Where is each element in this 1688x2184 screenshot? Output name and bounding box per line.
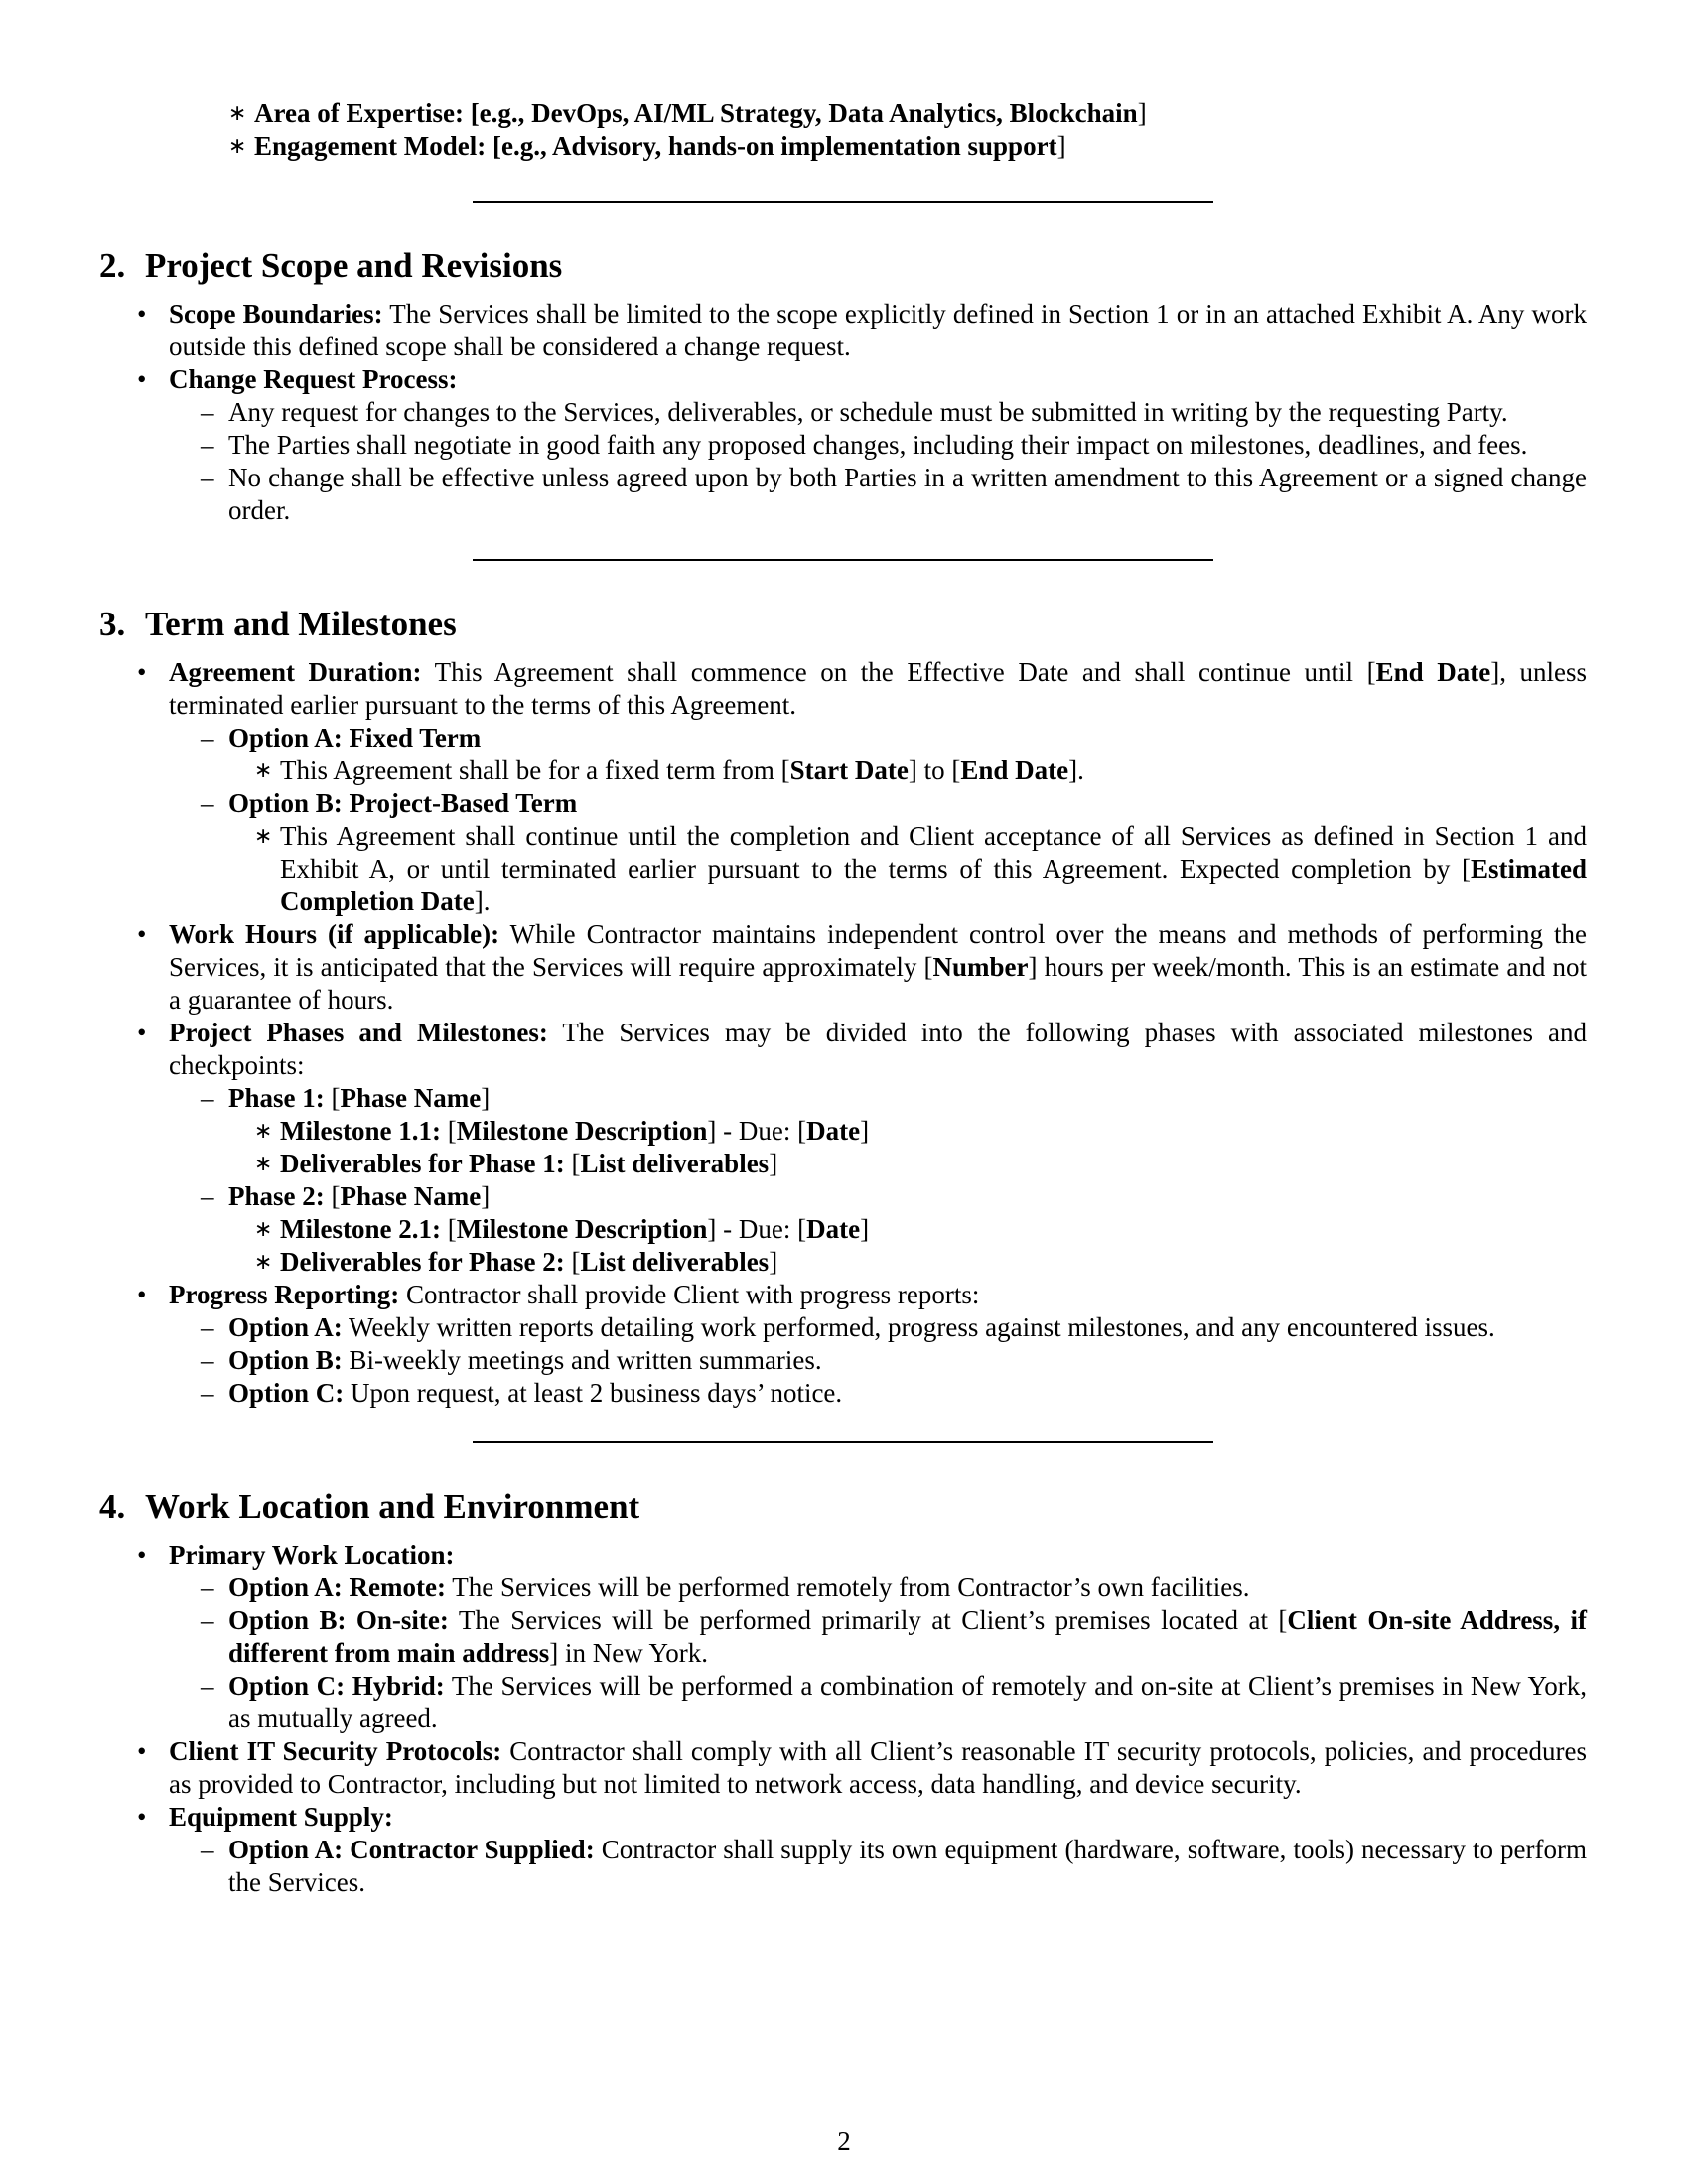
placeholder-field: Client On-site Address, if different from main address [228,1605,1587,1668]
list-item [99,1539,1587,1735]
list-item: – Any request for changes to the Services, deliverables, or schedule must be submitted in writing by the requesting Party. [169,396,1587,429]
item-text: The Services may be divided into the following phases with associated milestones and checkpoints: [169,1018,1587,1080]
item-text: , unless terminated earlier pursuant to the terms of this Agreement. [169,657,1588,720]
section-title: Project Scope and Revisions [145,246,563,285]
item-label: Option B: On-site: [228,1605,449,1635]
item-label: Option B: Project-Based Term [228,788,578,818]
list-item [169,787,1587,918]
item-label: Progress Reporting: [169,1280,400,1309]
placeholder-field: List deliverables [580,1247,770,1277]
list-item [169,1670,1587,1735]
placeholder-field: List deliverables [580,1149,770,1178]
list-item: – Option B: On-site: The Services will be performed primarily at Client’s premises located at [Client On-site Address, if different from main address] in New York. [169,1604,1587,1670]
list-item: – Phase 1: [Phase Name] ∗ Milestone 1.1: [Milestone Description] - Due: [Date] ∗ Deliverables for Phase 1: [List deliverables] [169,1082,1587,1180]
list-item [99,298,1587,363]
item-text: While Contractor maintains independent control over the means and methods of performing the Services, it is anticipated that the Services will require approximately [169,919,1587,982]
item-label: Area of Expertise: [e.g., DevOps, AI/ML Strategy, Data Analytics, Blockchain [254,98,1138,128]
list-item: ∗ This Agreement shall continue until the completion and Client acceptance of all Services as defined in Section 1 and Exhibit A, or until terminated earlier pursuant to the terms of this Agreement. Expected completion by [Estimated Completion Date]. [228,820,1587,918]
item-text: Bi-weekly meetings and written summaries. [342,1345,822,1375]
list-item [99,1017,1587,1279]
item-text: This Agreement shall commence on the Effective Date and shall continue until [421,657,1367,687]
option-b-details [228,820,1587,918]
change-request-list [169,396,1587,527]
expertise-list [203,97,1587,163]
list-item [169,722,1587,787]
item-text: Contractor shall comply with all Client’s reasonable IT security protocols, policies, and procedures as provided to Contractor, including but not limited to network access, data handling, and device security. [169,1736,1588,1799]
list-item: ∗ Milestone 2.1: [Milestone Description] - Due: [Date] [228,1213,1587,1246]
list-item: ∗ Area of Expertise: [e.g., DevOps, AI/ML Strategy, Data Analytics, Blockchain] [203,97,1587,130]
placeholder-field: Phase Name [340,1083,482,1113]
item-text: in New York. [558,1638,709,1668]
item-label: Phase 2: [228,1181,325,1211]
item-label: Milestone 2.1: [280,1214,441,1244]
section-number: 4. [99,1487,126,1526]
phase-1-details [228,1115,1587,1180]
term-list [99,656,1587,1410]
item-label: Option A: [228,1312,343,1342]
list-item [169,1834,1587,1899]
placeholder-field: Milestone Description [456,1116,708,1146]
placeholder-field: Milestone Description [456,1214,708,1244]
item-text: The Services shall be limited to the scope explicitly defined in Section 1 or in an attached Exhibit A. Any work outside this defined scope shall be considered a change request. [169,299,1588,361]
placeholder-field: Estimated Completion Date [280,854,1587,916]
placeholder-field: End Date [1375,657,1491,687]
section-number: 3. [99,605,126,643]
item-label: Option C: [228,1378,345,1408]
item-label: Milestone 1.1: [280,1116,441,1146]
item-text: . [483,887,491,916]
placeholder-field: Date [806,1116,861,1146]
item-text: . [1077,755,1084,785]
section-title: Work Location and Environment [145,1487,640,1526]
item-text: Weekly written reports detailing work performed, progress against milestones, and any encountered issues. [342,1312,1495,1342]
item-label: Client IT Security Protocols: [169,1736,502,1766]
item-text: Contractor shall provide Client with progress reports: [399,1280,980,1309]
item-label: Option A: Remote: [228,1572,446,1602]
item-text: - Due: [716,1214,798,1244]
item-label: Phase 1: [228,1083,325,1113]
item-text: The Services will be performed primarily at Client’s premises located at [448,1605,1279,1635]
item-label: Deliverables for Phase 1: [280,1149,565,1178]
item-label: Deliverables for Phase 2: [280,1247,565,1277]
item-label: Agreement Duration: [169,657,422,687]
equipment-options [169,1834,1587,1899]
list-item: ∗ Deliverables for Phase 2: [List deliverables] [228,1246,1587,1279]
section-heading [99,605,1587,644]
list-item: ∗ Engagement Model: [e.g., Advisory, hands-on implementation support] [203,130,1587,163]
section-number: 2. [99,246,126,285]
item-text: to [916,755,952,785]
list-item [169,1344,1587,1377]
section-heading [99,1487,1587,1527]
item-label: Scope Boundaries: [169,299,383,329]
progress-options [169,1311,1587,1410]
list-item: – Phase 2: [Phase Name] ∗ Milestone 2.1: [Milestone Description] - Due: [Date] ∗ Deliverables for Phase 2: [List deliverables] [169,1180,1587,1279]
list-item [169,1377,1587,1410]
item-label: Change Request Process: [169,364,458,394]
list-item [169,1311,1587,1344]
item-text: This Agreement shall be for a fixed term from [280,755,781,785]
placeholder-field: End Date [960,755,1069,785]
item-label: Work Hours (if applicable): [169,919,500,949]
document-body [99,97,1587,1899]
item-text: Upon request, at least 2 business days’ notice. [344,1378,843,1408]
item-text: Contractor shall supply its own equipment (hardware, software, tools) necessary to perform the Services. [228,1835,1588,1897]
scope-list [99,298,1587,527]
location-list [99,1539,1587,1899]
item-label: Engagement Model: [e.g., Advisory, hands-on implementation support [254,131,1057,161]
list-item: • Work Hours (if applicable): While Contractor maintains independent control over the means and methods of performing the Services, it is anticipated that the Services will require approximately [Number] hours per week/month. This is an estimate and not a guarantee of hours. [99,918,1587,1017]
section-heading [99,246,1587,286]
list-item [99,1735,1587,1801]
item-label: Option B: [228,1345,343,1375]
list-item [169,1571,1587,1604]
item-label: Equipment Supply: [169,1802,393,1832]
list-item: – No change shall be effective unless agreed upon by both Parties in a written amendment to this Agreement or a signed change order. [169,462,1587,527]
placeholder-field: Number [932,952,1029,982]
option-a-details [228,754,1587,787]
location-options [169,1571,1587,1735]
page-number: 2 [837,2126,851,2156]
list-item [99,1279,1587,1410]
list-item: ∗ Deliverables for Phase 1: [List deliverables] [228,1148,1587,1180]
placeholder-field: Date [806,1214,861,1244]
item-label: Option A: Contractor Supplied: [228,1835,595,1864]
item-label: Option C: Hybrid: [228,1671,445,1701]
phase-list [169,1082,1587,1279]
item-text: The Services will be performed remotely from Contractor’s own facilities. [445,1572,1250,1602]
list-item: ∗ Milestone 1.1: [Milestone Description] - Due: [Date] [228,1115,1587,1148]
placeholder-field: Phase Name [340,1181,482,1211]
list-item: ∗ This Agreement shall be for a fixed term from [Start Date] to [End Date]. [228,754,1587,787]
term-options [169,722,1587,918]
list-item: • Agreement Duration: This Agreement shall commence on the Effective Date and shall continue until [End Date], unless terminated earlier pursuant to the terms of this Agreement. – Option A: Fixed Term ∗ This Agreement shall be for a fixed term from [Start Date] to [End Date]. – Option B: Project-Based Term ∗ This Agreement shall continue until the completion and Client acceptance of all Services as defined in Section 1 and Exhibit A, or until terminated earlier pursuant to the terms of this Agreement. Expected completion by [Estimated Completion Date]. [99,656,1587,918]
section-title: Term and Milestones [145,605,457,643]
list-item: – The Parties shall negotiate in good faith any proposed changes, including their impact on milestones, deadlines, and fees. [169,429,1587,462]
list-item [99,363,1587,527]
item-text: The Services will be performed a combination of remotely and on-site at Client’s premises in New York, as mutually agreed. [228,1671,1587,1733]
item-text: This Agreement shall continue until the completion and Client acceptance of all Services as defined in Section 1 and Exhibit A, or until terminated earlier pursuant to the terms of this Agreement. Expected completion by [280,821,1587,884]
item-label: Project Phases and Milestones: [169,1018,548,1047]
placeholder-field: Start Date [789,755,909,785]
item-text: - Due: [716,1116,798,1146]
item-label: Option A: Fixed Term [228,723,482,752]
list-item [99,1801,1587,1899]
item-label: Primary Work Location: [169,1540,455,1570]
phase-2-details [228,1213,1587,1279]
item-text: hours per week/month. This is an estimate and not a guarantee of hours. [169,952,1588,1015]
